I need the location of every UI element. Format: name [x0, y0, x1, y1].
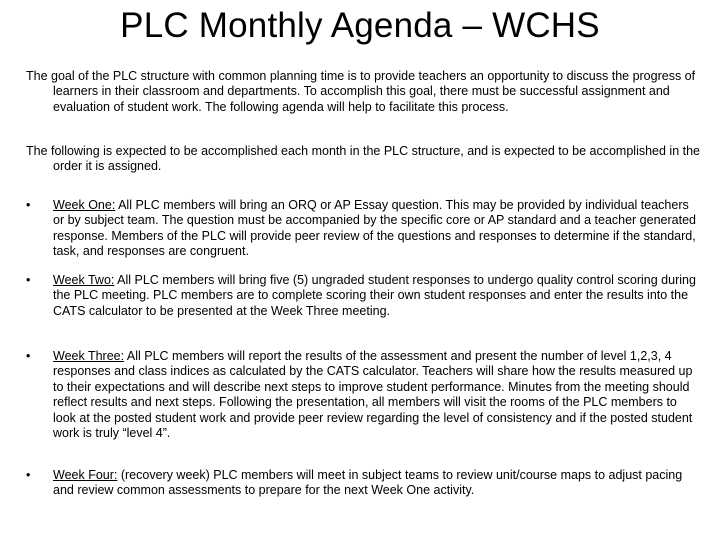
intro-paragraph: The goal of the PLC structure with common planning time is to provide teachers an opportunity to discuss the progress of learners in their classroom and departments. To accomplish this goal, there must be successful assignment and evaluation of student work. The following agenda will help to facilitate this process.: [26, 69, 696, 114]
week-two-content: [53, 273, 698, 319]
week-four-content: [53, 468, 698, 499]
week-one-content: [53, 198, 698, 260]
bullet-icon: •: [26, 198, 31, 212]
week-one-label: Week One:: [53, 198, 116, 212]
expectation-paragraph: The following is expected to be accomplished each month in the PLC structure, and is expected to be accomplished in the order it is assigned.: [26, 144, 700, 174]
week-one-text: All PLC members will bring an ORQ or AP Essay question. This may be provided by individual teachers or by subject team. The question must be accompanied by the specific core or AP standard and a teacher generated response. Members of the PLC will provide peer review of the questions and responses to determine if the standard, task, and responses are congruent.: [53, 198, 696, 259]
bullet-icon: •: [26, 468, 31, 482]
week-three-content: [53, 349, 698, 441]
bullet-icon: •: [26, 273, 31, 287]
week-two-text: All PLC members will bring five (5) ungraded student responses to undergo quality control scoring during the PLC meeting. PLC members are to complete scoring their own student responses and enter the results into the CATS calculator to be presented at the Week Three meeting.: [53, 273, 696, 318]
week-four-label: Week Four:: [53, 468, 118, 482]
week-two-label: Week Two:: [53, 273, 115, 287]
week-three-text: All PLC members will report the results of the assessment and present the number of level 1,2,3, 4 responses and class indices as calculated by the CATS calculator. Teachers will share how the results measured up to their expectations and will describe next steps to improve student performance. Minutes from the meeting should reflect results and next steps. Following the presentation, all members will visit the rooms of the PLC members to look at the posted student work and provide peer review regarding the level of consistency and if the posted student work is truly “level 4”.: [53, 349, 693, 441]
page-title: PLC Monthly Agenda – WCHS: [120, 6, 600, 45]
week-three-label: Week Three:: [53, 349, 125, 363]
week-four-text: (recovery week) PLC members will meet in subject teams to review unit/course maps to adjust pacing and review common assessments to prepare for the next Week One activity.: [53, 468, 683, 498]
bullet-icon: •: [26, 349, 31, 363]
